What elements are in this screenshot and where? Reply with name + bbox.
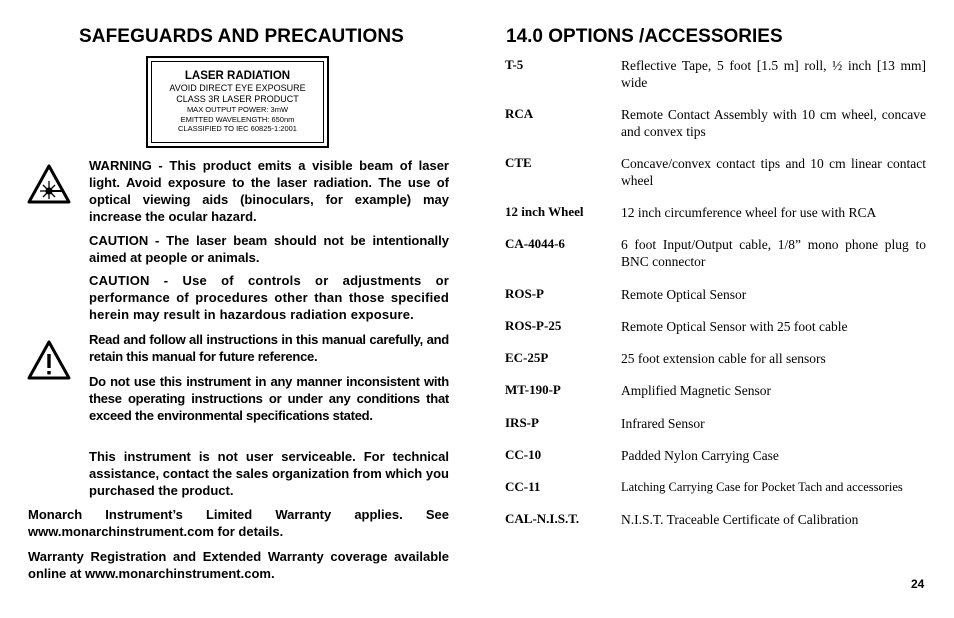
accessory-description: Latching Carrying Case for Pocket Tach and accessories: [621, 480, 903, 494]
accessory-description: 12 inch circumference wheel for use with RCA: [621, 205, 877, 220]
caution-controls-paragraph: CAUTION - Use of controls or adjustments or performance of procedures other than those specified herein may result in hazardous radiation exposure.: [89, 273, 449, 322]
accessory-code: MT-190-P: [505, 382, 561, 397]
read-instructions-paragraph: Read and follow all instructions in this manual carefully, and retain this manual for future reference.: [89, 332, 449, 364]
accessory-description: Remote Contact Assembly with 10 cm wheel, concave and convex tips: [621, 107, 926, 139]
accessory-code: 12 inch Wheel: [505, 204, 584, 219]
accessory-code: CAL-N.I.S.T.: [505, 511, 580, 526]
accessory-code: CA-4044-6: [505, 236, 565, 251]
accessory-code: IRS-P: [505, 415, 539, 430]
caution-triangle-icon: [27, 340, 71, 381]
accessory-code: CTE: [505, 155, 532, 170]
accessory-code: T-5: [505, 57, 524, 72]
page-number: 24: [911, 577, 925, 591]
laser-label-line1: AVOID DIRECT EYE EXPOSURE: [169, 83, 306, 93]
warranty-paragraph: Monarch Instrument’s Limited Warranty applies. See www.monarchinstrument.com for details.: [28, 507, 449, 539]
laser-label-title: LASER RADIATION: [184, 70, 291, 82]
warning-paragraph: WARNING - This product emits a visible beam of laser light. Avoid exposure to the laser radiation. The use of optical viewing aids (binoculars, for example) may increase the ocular hazard.: [89, 158, 449, 224]
accessory-code: ROS-P-25: [505, 318, 562, 333]
accessory-description: N.I.S.T. Traceable Certificate of Calibration: [621, 512, 859, 527]
accessory-description: 6 foot Input/Output cable, 1/8” mono phone plug to BNC connector: [621, 237, 926, 269]
section-title-accessories: 14.0 OPTIONS /ACCESSORIES: [506, 26, 783, 47]
not-serviceable-paragraph: This instrument is not user serviceable. For technical assistance, contact the sales organization from which you purchased the product.: [89, 449, 449, 498]
accessory-code: RCA: [505, 106, 534, 121]
laser-label-inner: [151, 61, 324, 143]
accessory-code: CC-10: [505, 447, 542, 462]
accessory-code: ROS-P: [505, 286, 544, 301]
accessory-description: Padded Nylon Carrying Case: [621, 448, 779, 463]
laser-label-line3: MAX OUTPUT POWER: 3mW: [186, 105, 289, 114]
accessory-description: Remote Optical Sensor: [621, 287, 747, 302]
accessory-description: Amplified Magnetic Sensor: [621, 383, 771, 398]
caution-aim-paragraph: CAUTION - The laser beam should not be intentionally aimed at people or animals.: [89, 233, 449, 265]
section-title-safeguards: SAFEGUARDS AND PRECAUTIONS: [79, 26, 404, 47]
accessory-description: Concave/convex contact tips and 10 cm linear contact wheel: [621, 156, 926, 188]
accessory-code: CC-11: [505, 479, 541, 494]
accessory-description: Remote Optical Sensor with 25 foot cable: [621, 319, 848, 334]
laser-warning-icon: [27, 164, 71, 204]
laser-label-line5: CLASSIFIED TO IEC 60825-1:2001: [178, 124, 297, 133]
accessory-description: Reflective Tape, 5 foot [1.5 m] roll, ½ inch [13 mm] wide: [621, 58, 926, 90]
laser-radiation-label: [146, 56, 329, 148]
laser-label-line2: CLASS 3R LASER PRODUCT: [176, 94, 299, 104]
do-not-use-paragraph: Do not use this instrument in any manner inconsistent with these operating instructions or under any conditions that exceed the environmental specifications stated.: [89, 374, 449, 423]
laser-label-line4: EMITTED WAVELENGTH: 650nm: [180, 114, 295, 124]
registration-paragraph: Warranty Registration and Extended Warranty coverage available online at www.monarchinstrument.com.: [28, 549, 449, 581]
accessory-code: EC-25P: [505, 350, 549, 365]
accessory-description: 25 foot extension cable for all sensors: [621, 351, 826, 366]
accessory-description: Infrared Sensor: [621, 416, 705, 431]
